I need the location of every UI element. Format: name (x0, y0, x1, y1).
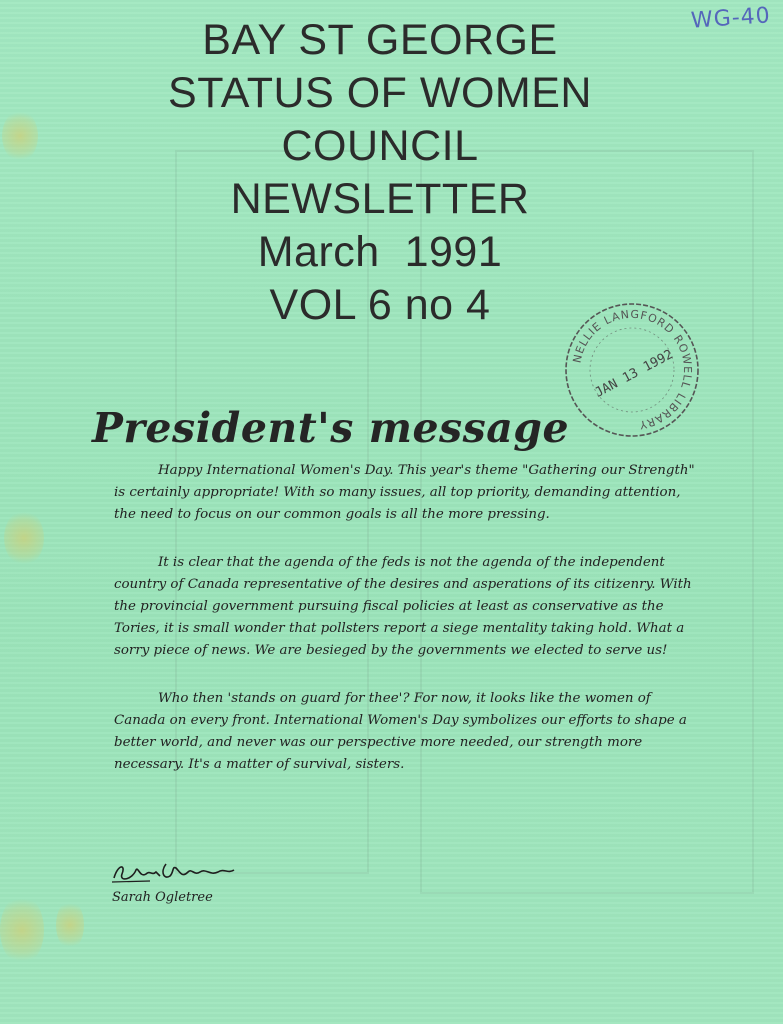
stamp-date: JAN 13 1992 (592, 347, 676, 401)
paper-stain (56, 900, 84, 950)
stamp-ring-text: NELLIE LANGFORD ROWELL LIBRARY (570, 307, 695, 432)
article-heading: President's message (92, 404, 570, 452)
article-paragraph: It is clear that the agenda of the feds is not the agenda of the independent country of Canada representative of the desires and asperations of its citizenry. With the provincial government pursuing fiscal policies at least as conservative as the Tories, it is small wonder that pollsters report a siege mentality taking hold. What a sorry piece of news. We are besieged by the governments we elected to serve us! (114, 554, 692, 659)
paper-stain (4, 510, 44, 566)
masthead (100, 14, 660, 332)
signature-name: Sarah Ogletree (112, 890, 213, 905)
handwritten-catalog-note: WG-40 (690, 3, 772, 34)
library-date-stamp (562, 300, 702, 440)
article-paragraph: Who then 'stands on guard for thee'? For now, it looks like the women of Canada on every front. International Women's Day symbolizes our efforts to shape a better world, and never was our perspective more needed, our strength more necessary. It's a matter of survival, sisters. (114, 690, 687, 773)
paper-stain (0, 895, 44, 965)
article-paragraph: Happy International Women's Day. This year's theme "Gathering our Strength" is certainly appropriate! With so many issues, all top priority, demanding attention, the need to focus on our common goals is all the more pressing. (114, 463, 695, 523)
masthead-line: BAY ST GEORGE (202, 16, 558, 64)
masthead-line: NEWSLETTER (230, 175, 530, 223)
issue-volume: VOL 6 no 4 (269, 281, 491, 329)
issue-date: March 1991 (257, 228, 503, 276)
masthead-line: STATUS OF WOMEN (168, 69, 592, 117)
masthead-line: COUNCIL (281, 122, 479, 170)
article-body (114, 460, 704, 801)
handwritten-signature (110, 858, 240, 886)
paper-stain (2, 110, 38, 162)
